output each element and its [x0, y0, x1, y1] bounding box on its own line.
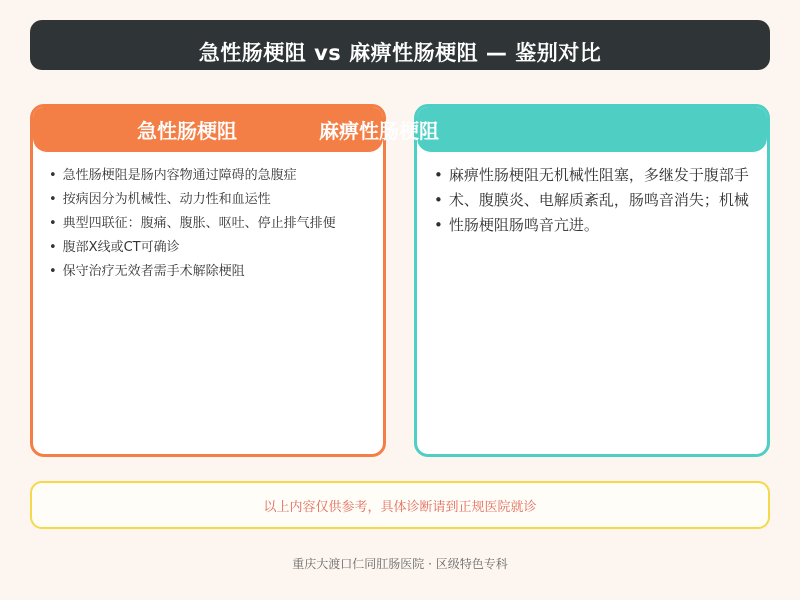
- list-item: • 典型四联征：腹痛、腹胀、呕吐、停止排气排便: [49, 212, 336, 236]
- footer-hospital-name: 重庆大渡口仁同肛肠医院 · 区级特色专科: [292, 557, 508, 571]
- acute-card-title: 急性肠梗阻: [137, 119, 237, 143]
- paralytic-obstruction-card: [414, 104, 770, 457]
- list-item: • 急性肠梗阻是肠内容物通过障碍的急腹症: [49, 164, 336, 188]
- list-item: • 按病因分为机械性、动力性和血运性: [49, 188, 336, 212]
- acute-points-list: [49, 164, 336, 284]
- list-item: • 性肠梗阻肠鸣音亢进。: [434, 213, 749, 238]
- paralytic-card-title: 麻痹性肠梗阻: [319, 119, 439, 143]
- list-item: • 保守治疗无效者需手术解除梗阻: [49, 260, 336, 284]
- disclaimer-box: [30, 481, 770, 529]
- list-item: • 术、腹膜炎、电解质紊乱，肠鸣音消失；机械: [434, 188, 749, 213]
- paralytic-card-header: [417, 107, 767, 152]
- header-banner: [30, 20, 770, 70]
- page-title: 急性肠梗阻 vs 麻痹性肠梗阻 — 鉴别对比: [198, 41, 602, 65]
- list-item: • 麻痹性肠梗阻无机械性阻塞，多继发于腹部手: [434, 163, 749, 188]
- disclaimer-text: 以上内容仅供参考，具体诊断请到正规医院就诊: [263, 499, 537, 515]
- list-item: • 腹部X线或CT可确诊: [49, 236, 336, 260]
